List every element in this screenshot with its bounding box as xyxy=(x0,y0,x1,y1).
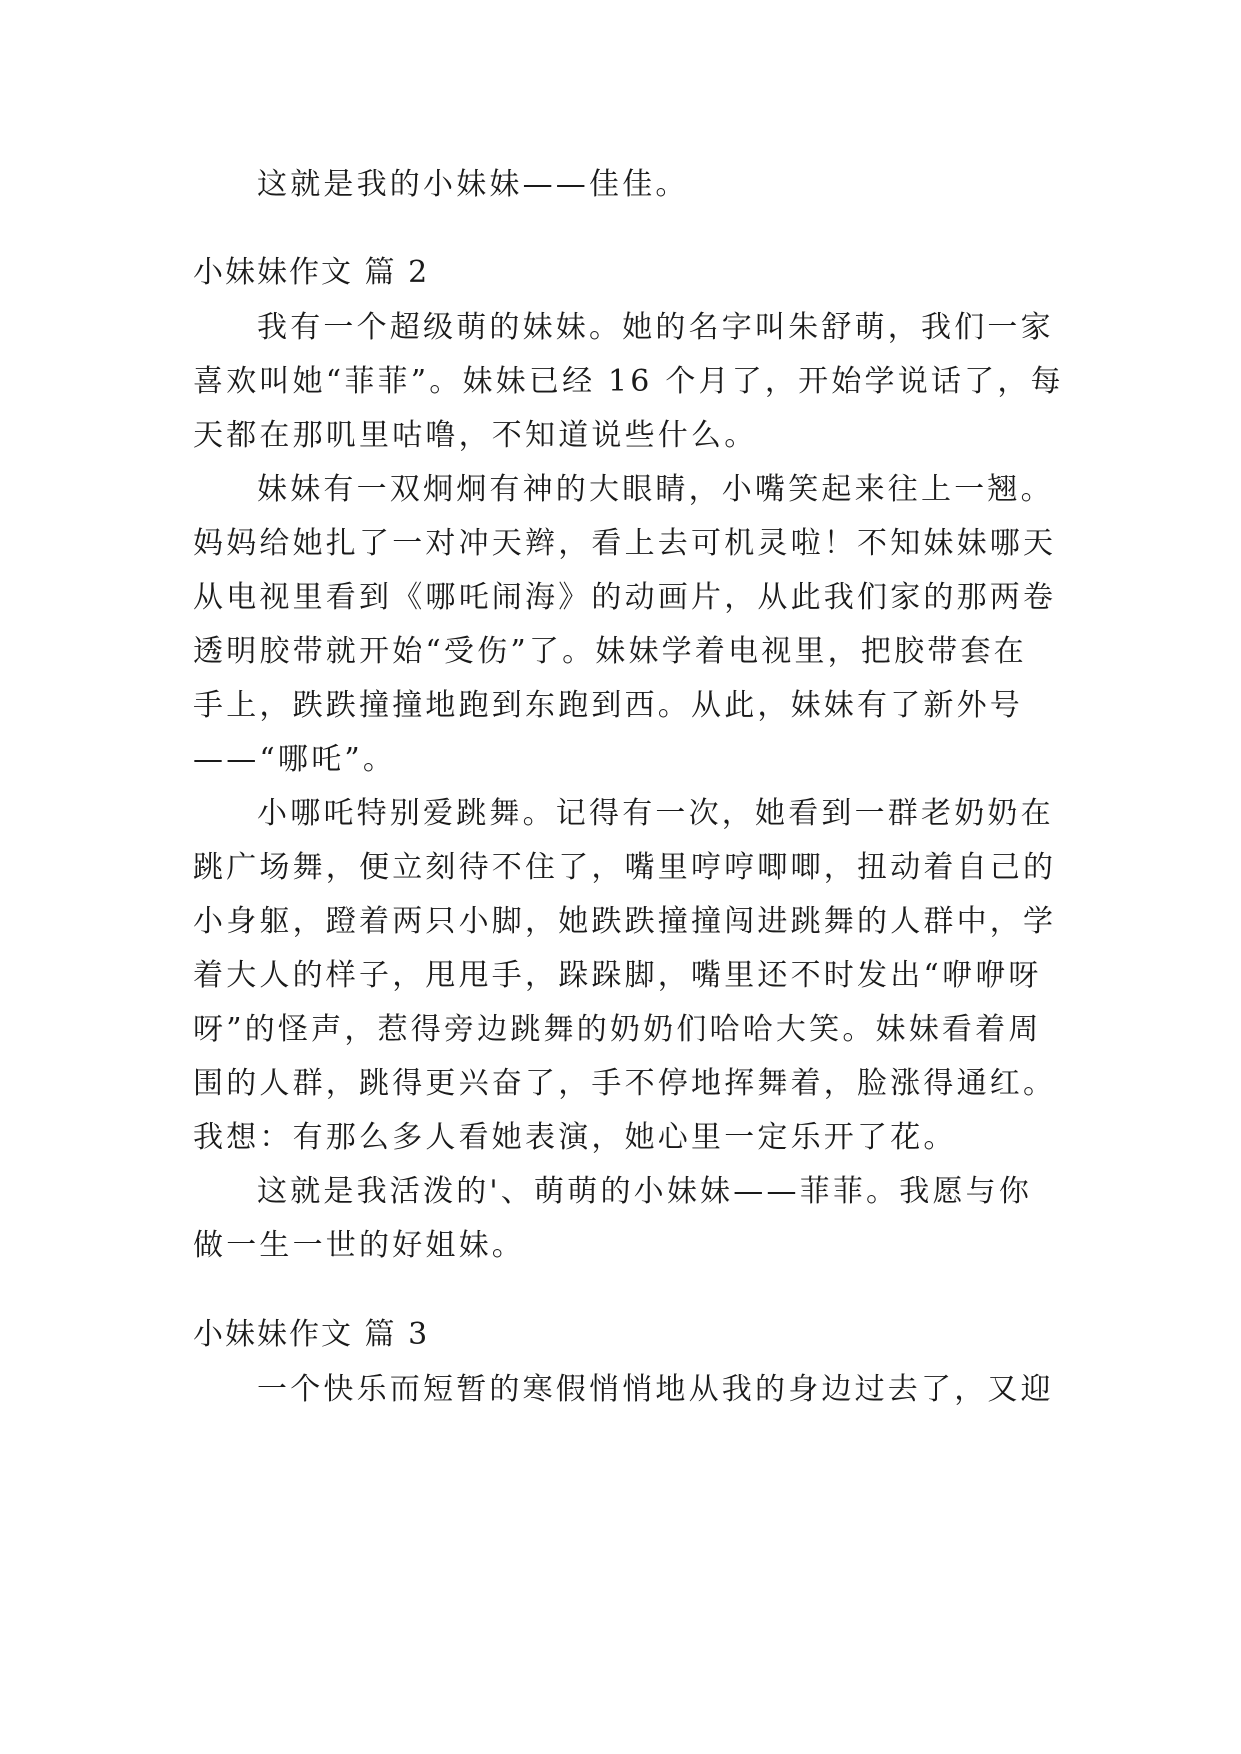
paragraph-line: 小哪吒特别爱跳舞。记得有一次，她看到一群老奶奶在 xyxy=(257,796,1054,831)
paragraph-line: 围的人群，跳得更兴奋了，手不停地挥舞着，脸涨得通红。 xyxy=(193,1066,1057,1101)
paragraph-line: 这就是我的小妹妹——佳佳。 xyxy=(257,167,689,202)
paragraph-line: 手上，跌跌撞撞地跑到东跑到西。从此，妹妹有了新外号 xyxy=(193,688,1023,723)
section-heading: 小妹妹作文 篇 2 xyxy=(193,255,430,290)
paragraph-line: 着大人的样子，甩甩手，跺跺脚，嘴里还不时发出“咿咿呀 xyxy=(193,958,1042,993)
paragraph-line: 透明胶带就开始“受伤”了。妹妹学着电视里，把胶带套在 xyxy=(193,634,1027,669)
paragraph-line: 我想：有那么多人看她表演，她心里一定乐开了花。 xyxy=(193,1120,957,1155)
paragraph-line: 做一生一世的好姐妹。 xyxy=(193,1228,525,1263)
paragraph-line: 呀”的怪声，惹得旁边跳舞的奶奶们哈哈大笑。妹妹看着周 xyxy=(193,1012,1042,1047)
paragraph-line: 妹妹有一双炯炯有神的大眼睛，小嘴笑起来往上一翘。 xyxy=(257,472,1054,507)
paragraph-line: 一个快乐而短暂的寒假悄悄地从我的身边过去了，又迎 xyxy=(257,1372,1054,1407)
paragraph-line: 喜欢叫她“菲菲”。妹妹已经 16 个月了，开始学说话了，每 xyxy=(193,364,1064,399)
paragraph-line: 这就是我活泼的'、萌萌的小妹妹——菲菲。我愿与你 xyxy=(257,1174,1033,1209)
paragraph-line: ——“哪吒”。 xyxy=(193,742,397,777)
paragraph-line: 妈妈给她扎了一对冲天辫，看上去可机灵啦！不知妹妹哪天 xyxy=(193,526,1057,561)
paragraph-line: 小身躯，蹬着两只小脚，她跌跌撞撞闯进跳舞的人群中，学 xyxy=(193,904,1057,939)
paragraph-line: 我有一个超级萌的妹妹。她的名字叫朱舒萌，我们一家 xyxy=(257,310,1054,345)
paragraph-line: 天都在那叽里咕噜，不知道说些什么。 xyxy=(193,418,758,453)
paragraph-line: 从电视里看到《哪吒闹海》的动画片，从此我们家的那两卷 xyxy=(193,580,1057,615)
section-heading: 小妹妹作文 篇 3 xyxy=(193,1317,430,1352)
paragraph-line: 跳广场舞，便立刻待不住了，嘴里哼哼唧唧，扭动着自己的 xyxy=(193,850,1057,885)
